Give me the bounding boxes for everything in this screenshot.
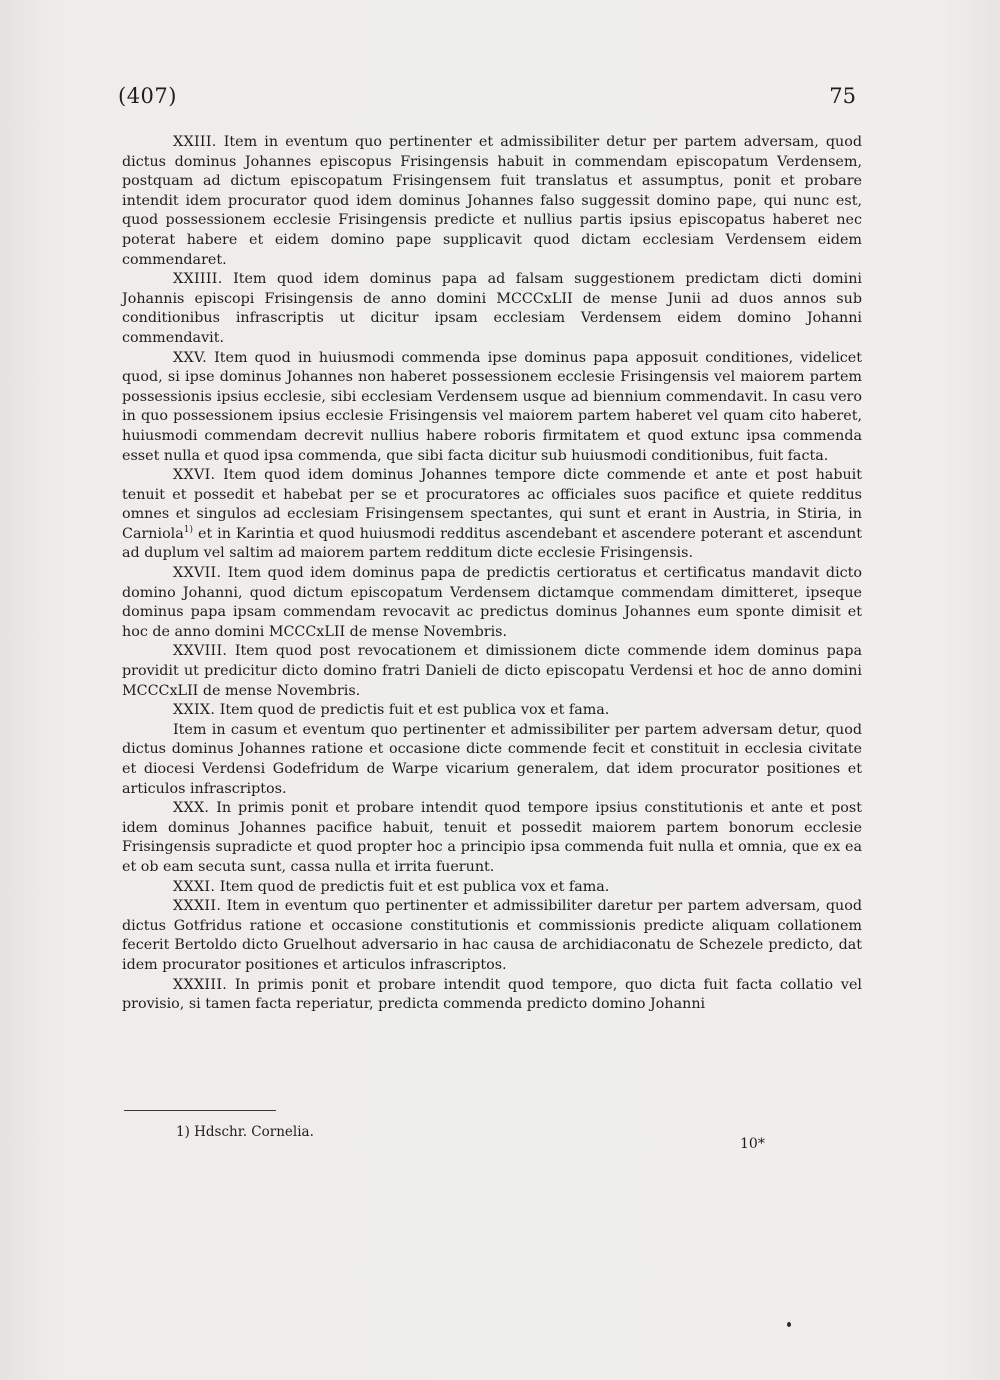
- paragraph-xxvi: [122, 466, 862, 564]
- paragraph-number: XXIX.: [173, 702, 216, 719]
- paragraph-text: Item quod in huiusmodi commenda ipse dominus papa apposuit conditiones, videlicet quod, si ipse dominus Johannes non haberet possessionem ecclesie Frisingensis vel maiorem partem possessionis ipsius ecclesie, sibi ecclesiam Verdensem usque ad biennium commendavit. In casu vero in quo possessionem ipsius ecclesie Frisingensis vel maiorem partem haberet vel quam cito haberet, huiusmodi commendam decrevit nullius habere roboris firmitatem et quod extunc ipsa commenda esset nulla et quod ipsa commenda, que sibi facta dicitur sub huiusmodi conditionibus, fuit facta.: [122, 349, 862, 464]
- paragraph-xxix: [122, 701, 862, 721]
- paragraph-xxx: [122, 799, 862, 877]
- page-header: [118, 84, 856, 114]
- page-number: 75: [829, 84, 856, 108]
- paragraph-number: XXVIII.: [173, 643, 228, 660]
- footnote-reference[interactable]: 1): [183, 525, 194, 536]
- paragraph-text-continued: et in Karintia et quod huiusmodi redditus ascendebant et ascendere poterant et ascendunt ad duplum vel saltim ad maiorem partem redditum dicte ecclesie Frisingensis.: [122, 525, 862, 562]
- paragraph-text: Item quod idem dominus papa ad falsam suggestionem predictam dicti domini Johannis episcopi Frisingensis de anno domini MCCCxLII de mense Junii ad duos annos sub conditionibus infrascriptis ut dicitur ipsam ecclesiam Verdensem eidem domino Johanni commendavit.: [122, 271, 862, 346]
- paragraph-number: XXXII.: [173, 898, 222, 915]
- paragraph-number: XXX.: [173, 800, 210, 817]
- paragraph-text: Item in eventum quo pertinenter et admissibiliter daretur per partem adversam, quod dictus Gotfridus ratione et occasione constitutionis et commissionis predicte aliquam collationem fecerit Bertoldo dicto Gruelhout adversario in hac causa de archidiaconatu de Schezele predicto, dat idem procurator positiones et articulos infrascriptos.: [122, 898, 863, 973]
- paragraph-xxiii: [122, 133, 862, 270]
- paragraph-text: In primis ponit et probare intendit quod tempore, quo dicta fuit facta collatio vel provisio, si tamen facta reperiatur, predicta commenda predicto domino Johanni: [122, 976, 863, 1013]
- paragraph-xxiiii: [122, 270, 862, 348]
- footnote-divider: [124, 1110, 276, 1111]
- paragraph-number: XXVI.: [173, 467, 216, 484]
- paragraph-xxviii: [122, 642, 862, 701]
- paragraph-item-intro: [122, 721, 862, 799]
- paragraph-xxvii: [122, 564, 862, 642]
- paragraph-text: In primis ponit et probare intendit quod tempore ipsius constitutionis et ante et post idem dominus Johannes pacifice habuit, tenuit et possedit maiorem partem bonorum ecclesie Frisingensis supradicte et quod propter hoc a principio ipsa commenda fuit nulla et omnia, que ex ea et ob eam secuta sunt, cassa nulla et irrita fuerunt.: [122, 800, 862, 875]
- paragraph-text: Item quod de predictis fuit et est publica vox et fama.: [219, 878, 610, 895]
- paragraph-xxxi: [122, 878, 862, 898]
- paragraph-text: Item quod idem dominus papa de predictis certioratus et certificatus mandavit dicto domino Johanni, quod dictum episcopatum Verdensem dictamque commendam dimitteret, ipseque dominus papa ipsam commendam revocavit ac predictus dominus Johannes eum sponte dimisit et hoc de anno domini MCCCxLII de mense Novembris.: [122, 565, 863, 640]
- paragraph-xxxii: [122, 897, 862, 975]
- paragraph-xxv: [122, 349, 862, 467]
- footnote: 1) Hdschr. Cornelia.: [176, 1124, 314, 1140]
- paragraph-text: Item quod post revocationem et dimissionem dicte commende idem dominus papa providit ut predicitur dicto domino fratri Danieli de dicto episcopatu Verdensi et hoc de anno domini MCCCxLII de mense Novembris.: [122, 643, 863, 699]
- body-text: [122, 133, 862, 1015]
- paragraph-number: XXXIII.: [173, 976, 228, 993]
- paragraph-number: XXV.: [173, 349, 207, 366]
- page-reference: (407): [118, 84, 177, 108]
- paragraph-number: XXXI.: [173, 878, 216, 895]
- paragraph-text: Item quod de predictis fuit et est publica vox et fama.: [219, 702, 610, 719]
- paragraph-number: XXVII.: [173, 565, 222, 582]
- paragraph-number: XXIII.: [173, 134, 217, 150]
- paragraph-xxxiii: [122, 976, 862, 1015]
- paragraph-text: Item in casum et eventum quo pertinenter et admissibiliter per partem adversam detur, quod dictus dominus Johannes ratione et occasione dicte commende fecit et constituit in ecclesia civitate et diocesi Verdensi Godefridum de Warpe vicarium generalem, dat idem procurator positiones et articulos infrascriptos.: [122, 721, 862, 797]
- signature-mark: 10*: [740, 1136, 765, 1152]
- paragraph-text: Item in eventum quo pertinenter et admissibiliter detur per partem adversam, quod dictus dominus Johannes episcopus Frisingensis habuit in commendam episcopatum Verdensem, postquam ad dictum episcopatum Frisingensem fuit translatus et assumptus, ponit et probare intendit idem procurator quod idem dominus Johannes falso suggessit domino pape, qui nunc est, quod possessionem ecclesie Frisingensis predicte et nullius partis ipsius episcopatus haberet nec poterat habere et eidem domino pape supplicavit quod dictam ecclesiam Verdensem eidem commendaret.: [122, 134, 863, 268]
- paragraph-text: Item quod idem dominus Johannes tempore dicte commende et ante et post habuit tenuit et possedit et habebat per se et procuratores ac officiales suos pacifice et quiete redditus omnes et singulos ad ecclesiam Frisingensem spectantes, qui sunt et erant in Austria, in Stiria, in Carniola: [122, 467, 862, 542]
- paragraph-number: XXIIII.: [173, 271, 223, 288]
- ink-speck: [787, 1322, 791, 1327]
